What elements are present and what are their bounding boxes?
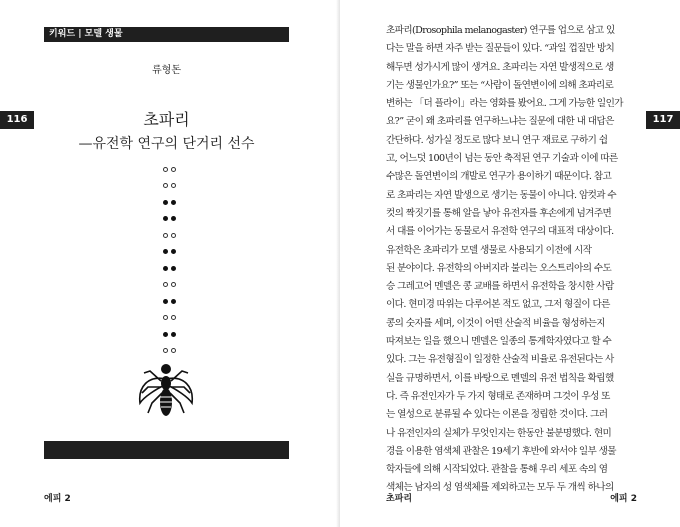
- filled-dot: [171, 299, 176, 304]
- open-dot: [163, 233, 168, 238]
- text-line: 나 유전인자의 실체가 무엇인지는 한동안 불분명했다. 현미: [386, 427, 612, 439]
- filled-dot: [163, 249, 168, 254]
- text-line: 간단하다. 성가실 정도로 많다 보니 연구 재료로 구하기 쉽: [386, 134, 608, 146]
- text-line: 유전학은 초파리가 모델 생물로 사용되기 이전에 시작: [386, 244, 592, 256]
- text-line: 다. 즉 유전인자가 두 가지 형태로 존재하며 그것이 우성 또: [386, 390, 610, 402]
- text-line: 는 열성으로 분류될 수 있다는 이론을 정립한 것이다. 그러: [386, 409, 608, 421]
- footer-journal: 에피 2: [610, 494, 637, 504]
- open-dot: [163, 183, 168, 188]
- open-dot: [171, 282, 176, 287]
- filled-dot: [171, 249, 176, 254]
- text-line: 컷의 짝짓기를 통해 알을 낳아 유전자를 후손에게 넘겨주면: [386, 207, 612, 219]
- decorative-dot-column: [157, 161, 181, 359]
- text-line: 요?” 굳이 왜 초파리를 연구하느냐는 질문에 대한 내 대답은: [386, 116, 614, 128]
- open-dot: [163, 315, 168, 320]
- text-line: 기는 생물인가요?” 또는 “사람이 돌연변이에 의해 초파리로: [386, 79, 614, 91]
- dot-row: [157, 178, 181, 195]
- bottom-bar: [44, 441, 289, 459]
- filled-dot: [171, 200, 176, 205]
- text-line: 다는 말을 하면 자주 받는 질문들이 있다. “과일 껍질만 방치: [386, 43, 615, 55]
- open-dot: [171, 233, 176, 238]
- open-dot: [163, 167, 168, 172]
- text-line: 로 초파리는 자연 발생으로 생기는 동물이 아니다. 암컷과 수: [386, 189, 617, 201]
- filled-dot: [171, 216, 176, 221]
- filled-dot: [163, 200, 168, 205]
- section-label: 키워드 | 모델 생물: [49, 29, 123, 39]
- open-dot: [163, 282, 168, 287]
- dot-row: [157, 277, 181, 294]
- filled-dot: [163, 266, 168, 271]
- footer-article-title: 초파리: [386, 494, 413, 504]
- dot-row: [157, 293, 181, 310]
- dot-row: [157, 227, 181, 244]
- text-line: 초파리(Drosophila melanogaster) 연구를 업으로 삼고 있: [386, 25, 615, 36]
- body-text: [386, 22, 639, 498]
- dot-row: [157, 310, 181, 327]
- text-line: 이다. 현미경 따위는 다루어본 적도 없고, 그저 형질이 다른: [386, 299, 610, 311]
- dot-row: [157, 211, 181, 228]
- text-line: 고, 어느덧 100년이 넘는 동안 축적된 연구 기술과 이에 따른: [386, 153, 618, 165]
- text-line: 된 분야이다. 유전학의 아버지라 불리는 오스트리아의 수도: [386, 262, 612, 274]
- page-number-left: 116: [0, 111, 34, 129]
- dot-row: [157, 161, 181, 178]
- article-subtitle: —유전학 연구의 단거리 선수: [78, 136, 255, 152]
- open-dot: [171, 183, 176, 188]
- filled-dot: [163, 216, 168, 221]
- text-line: 해두면 성가시게 많이 생겨요. 초파리는 자연 발생적으로 생: [386, 61, 614, 73]
- filled-dot: [163, 332, 168, 337]
- text-line: 서 대를 이어가는 동물로서 유전학 연구의 대표적 대상이다.: [386, 226, 614, 238]
- footer-left: 에피 2: [44, 494, 71, 504]
- dot-row: [157, 260, 181, 277]
- right-page: [340, 0, 680, 527]
- dot-row: [157, 326, 181, 343]
- open-dot: [163, 348, 168, 353]
- fruit-fly-icon: [134, 357, 198, 423]
- section-label-bar: [44, 27, 289, 42]
- text-line: 수많은 돌연변이의 개발로 연구가 용이하기 때문이다. 참고: [386, 171, 612, 183]
- filled-dot: [163, 299, 168, 304]
- dot-row: [157, 244, 181, 261]
- filled-dot: [171, 332, 176, 337]
- filled-dot: [171, 266, 176, 271]
- text-line: 승 그레고어 멘델은 콩 교배를 하면서 유전학을 창시한 사람: [386, 281, 614, 293]
- dot-row: [157, 194, 181, 211]
- text-line: 색체는 남자의 성 염색체를 제외하고는 모두 두 개씩 하나의: [386, 482, 614, 494]
- text-line: 변하는 「더 플라이」라는 영화를 봤어요. 그게 가능한 일인가: [386, 98, 623, 110]
- article-title: 초파리: [143, 110, 190, 129]
- open-dot: [171, 348, 176, 353]
- text-line: 콩의 숫자를 세며, 이것이 어떤 산술적 비율을 형성하는지: [386, 317, 605, 329]
- open-dot: [171, 167, 176, 172]
- page-number-right: 117: [646, 111, 680, 129]
- text-line: 경을 이용한 염색체 관찰은 19세기 후반에 와서야 일부 생물: [386, 445, 616, 457]
- text-line: 따져보는 일을 했으니 멘델은 일종의 통계학자였다고 할 수: [386, 336, 612, 348]
- text-line: 실을 규명하면서, 이를 바탕으로 멘델의 유전 법칙을 확립했: [386, 372, 614, 384]
- open-dot: [171, 315, 176, 320]
- text-line: 학자들에 의해 시작되었다. 관찰을 통해 우리 세포 속의 염: [386, 464, 608, 476]
- author-name: 류형돈: [152, 65, 181, 76]
- text-line: 있다. 그는 유전형질이 일정한 산술적 비율로 유전된다는 사: [386, 354, 614, 366]
